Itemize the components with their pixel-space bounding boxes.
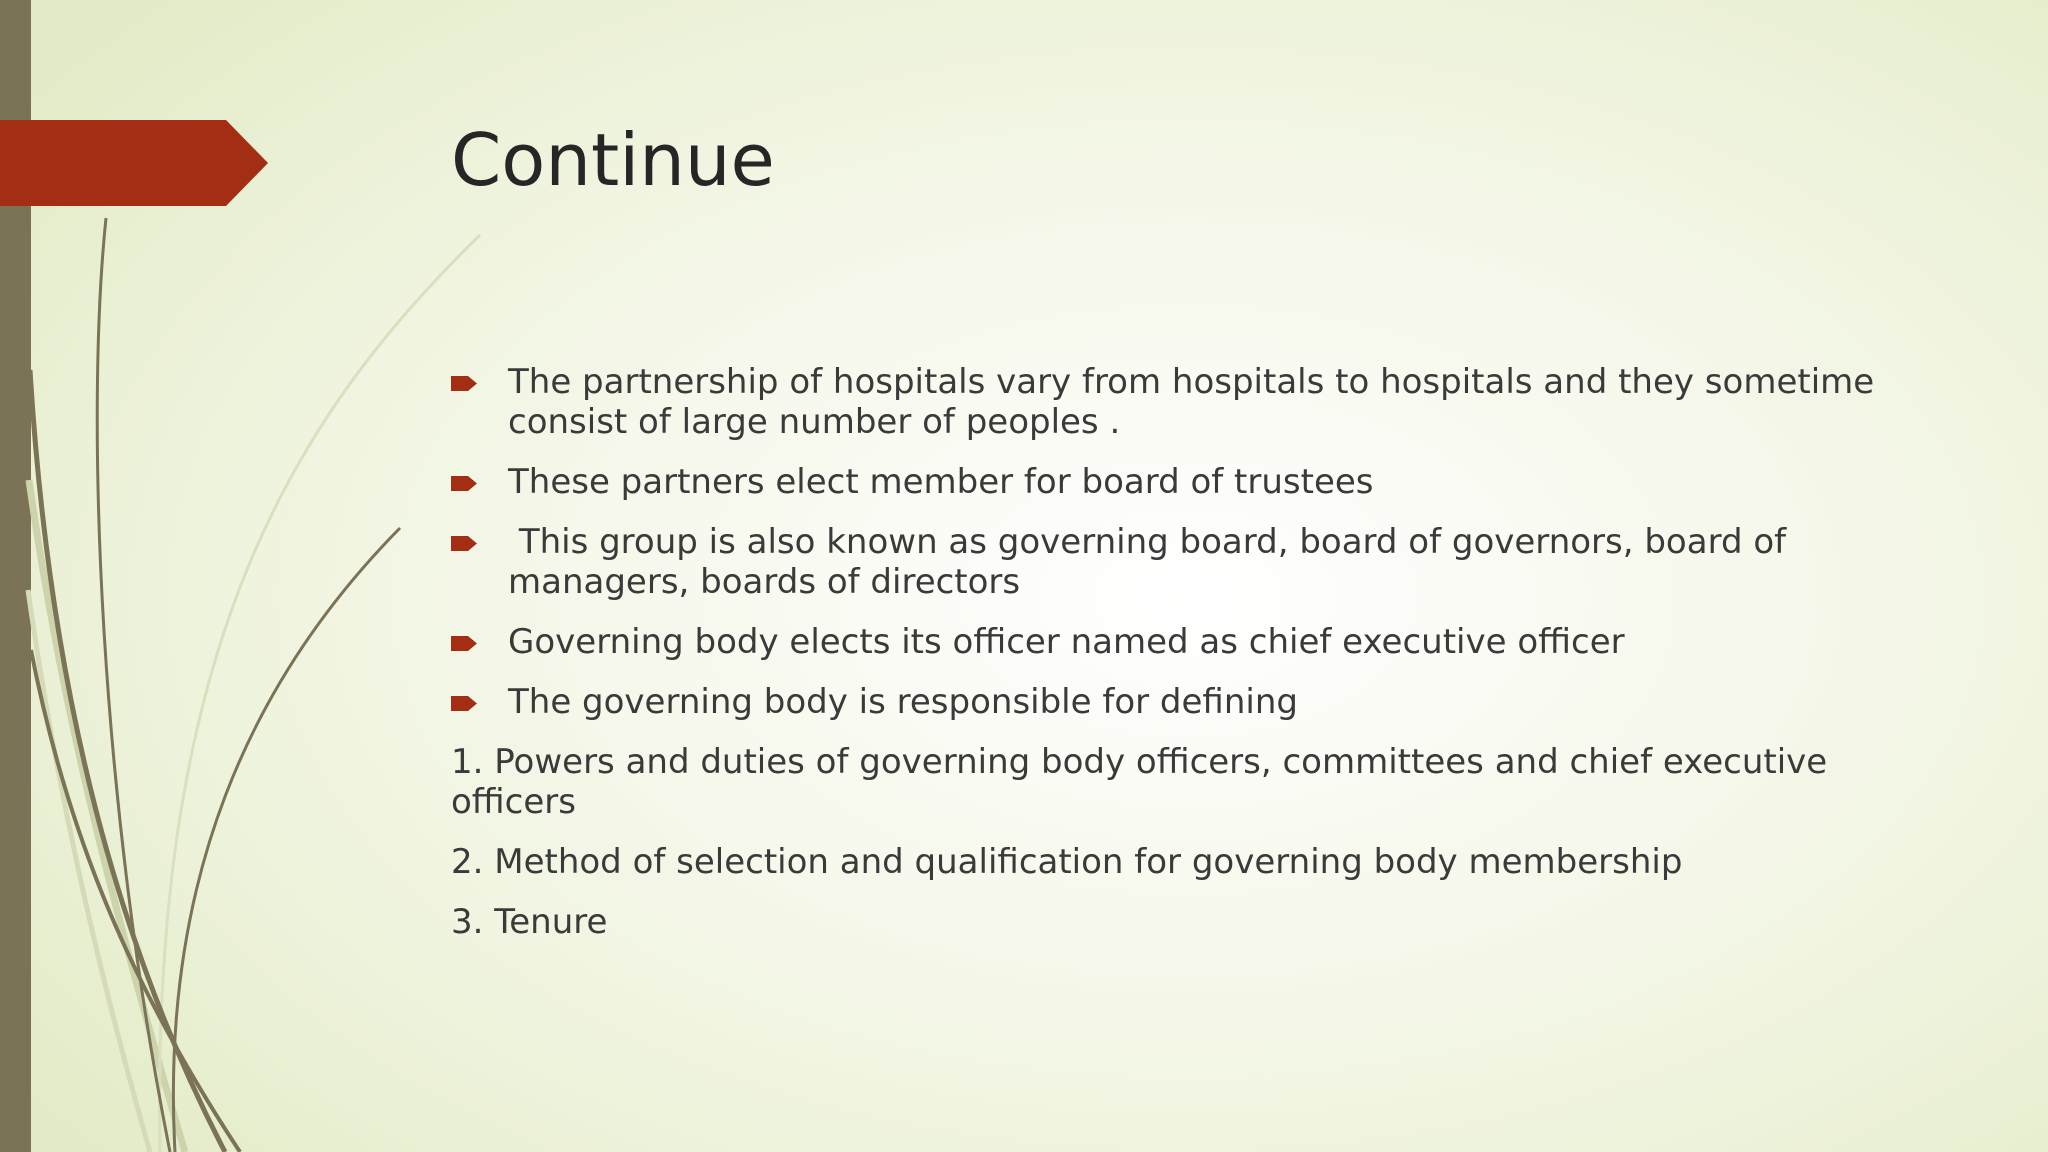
dark-grass-stroke-4 bbox=[173, 528, 400, 1152]
bullet-item bbox=[451, 462, 1921, 502]
light-grass-stroke-3 bbox=[159, 235, 480, 1152]
arrow-bullet-icon bbox=[451, 535, 477, 552]
numbered-item: 3. Tenure bbox=[451, 902, 608, 942]
bullet-item bbox=[451, 522, 1921, 602]
slide-content bbox=[451, 362, 1921, 962]
bullet-item bbox=[451, 362, 1921, 442]
arrow-bullet-icon bbox=[451, 475, 477, 492]
arrow-bullet-icon bbox=[451, 695, 477, 712]
arrow-bullet-icon bbox=[451, 375, 477, 392]
numbered-item: 2. Method of selection and qualification for governing body membership bbox=[451, 842, 1683, 882]
bullet-text: This group is also known as governing board, board of governors, board of managers, boards of directors bbox=[508, 522, 1797, 602]
bullet-text: The governing body is responsible for defining bbox=[508, 682, 1298, 722]
bullet-text: These partners elect member for board of trustees bbox=[508, 462, 1374, 502]
slide-title: Continue bbox=[451, 118, 775, 202]
bullet-text: The partnership of hospitals vary from hospitals to hospitals and they sometime consist of large number of peoples . bbox=[508, 362, 1875, 442]
bullet-item bbox=[451, 682, 1921, 722]
bullet-item bbox=[451, 622, 1921, 662]
dark-grass-stroke-3 bbox=[31, 650, 240, 1152]
bullet-text: Governing body elects its officer named as chief executive officer bbox=[508, 622, 1625, 662]
numbered-item: 1. Powers and duties of governing body officers, committees and chief executive officers bbox=[451, 742, 1828, 822]
arrow-tab-icon bbox=[0, 120, 270, 206]
arrow-bullet-icon bbox=[451, 635, 477, 652]
light-grass-stroke-2 bbox=[28, 590, 150, 1152]
